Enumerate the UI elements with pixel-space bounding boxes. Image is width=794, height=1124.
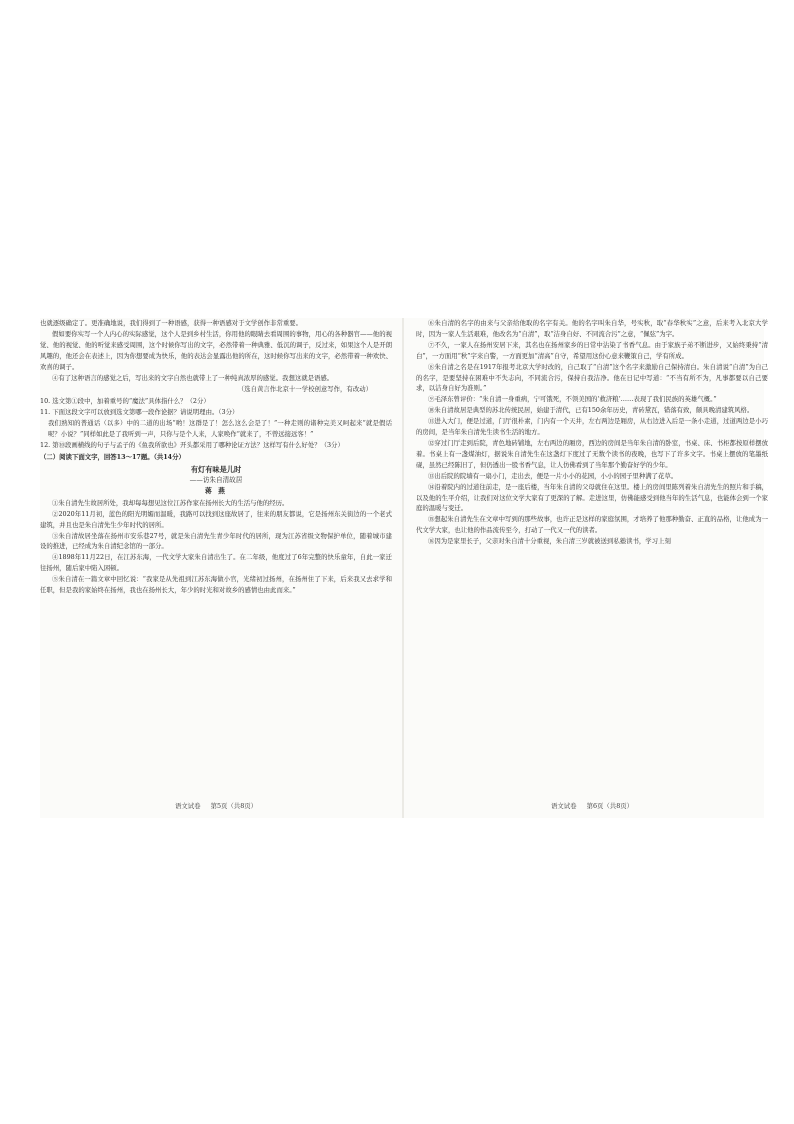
article-title: 有灯有味是儿时 [190, 464, 242, 474]
paragraph: ⑨毛泽东曾评价：“朱自清一身重病，宁可饿死，不领美国的‘救济粮’……表现了我们民族的英雄气概。” [428, 395, 717, 404]
right-page [416, 318, 768, 818]
paragraph: ⑦不久，一家人在扬州安居下来，其名也在扬州家乡的日常中沾染了书香气息。由于家族子弟不断进步，又始终秉持“清白”，一方面用“秋”字来自警，一方面更加“清高”自守，希望用这份心意来鞭策自己，学有所成。 [416, 340, 768, 360]
paragraph: 也就逐级确定了。更准确地说，我们得到了一种语感，获得一种语感对于文学创作非常重要。 [40, 319, 303, 327]
paragraph: ⑧朱自清之名是在1917年报考北京大学时改的，自己取了“自清”这个名字来激励自己保持清白。朱自清说“自清”为自己的名字，是要坚持在困难中不失志向，不同流合污，保持自我洁净。他在日记中写道：“不当有所不为，凡事都要以自己要求，以洁身自好为准则。” [416, 362, 768, 393]
section-heading: （二）阅读下面文字，回答13～17题。（共14分） [40, 452, 185, 461]
paragraph: ⑮想起朱自清先生在文章中写到的那些故事，也许正是这样的家庭氛围，才培养了他那种勤奋、正直的品格，让他成为一代文学大家，也让他的作品流传至今，打动了一代又一代的读者。 [416, 515, 768, 535]
footer-page-number: 第6页（共8页） [586, 802, 634, 811]
paragraph: 假如要你实写一个人内心的实际感觉，这个人是到乡村生活，你用他的眼睛去看周围的事物，用心的各种器官——他的视觉、他的视觉、他的听觉来感受周围，这个时候你写出的文字，必然带着一种典雅、低沉的调子，反过来，如果这个人是开朗风趣的，他还会在表述上，因为你想要成为快乐，他的表达会显露出他的所在，这时候你写出来的文字，必然带着一种欢快、欢喜的调子。 [40, 329, 392, 371]
article-paragraph: ④1898年11月22日，在江苏东海，一代文学大家朱自清出生了。在二年级，他度过了6年完整的快乐童年，自此一家迁往扬州，随后家中陷入困顿。 [40, 553, 392, 573]
paragraph: ⑬出后院的院墙有一扇小门，走出去，便是一片小小的花园，小小的园子里种满了花草。 [428, 471, 678, 480]
paragraph: ⑯因为是家里长子，父亲对朱自清十分重视，朱自清三岁就被送到私塾读书，学习上刻 [428, 537, 671, 546]
paragraph: ④有了这种语言的感觉之后，写出来的文字自然也就带上了一种纯真浓厚的感觉。我想这就是语感。 [52, 373, 334, 382]
footer-subject: 语文试卷 [550, 802, 577, 811]
question-11-quote: 我们熟知的普通话（以多）中的二道的出场“哟！这群是了！怎么这么会是了！”一种走则的诸种完美又呵起来“就是假话呢？小说？”同样如此是了我听到一声，只你与是个人来，人家唤作“就来了，不曾远接远客！” [48, 419, 392, 439]
question-11: 11. 下面这段文字可以放到选文第哪一段作论据？请说明理由。（3分） [40, 408, 239, 417]
scanned-exam-spread [40, 318, 768, 818]
question-12: 12. 第⑩段画横线的句子与孟子的《鱼我所欲也》开头都采用了哪种论证方法？这样写有什么好处？（3分） [40, 440, 344, 449]
paragraph: ⑪进入大门，便是过道，门厅很朴素，门内有一个天井，左右两边是厢房，从右边进入后是一条小走道，过道两边是小巧的房间，是当年朱自清先生读书生活的地方。 [416, 417, 768, 437]
source-note: （选自黄言作北京十一学校创意写作，有改动） [237, 385, 372, 394]
paragraph: ⑥朱自清的名字的由来与父亲给他取的名字有关。他的名字叫朱自华，号实秋，取“春华秋实”之意，后来考入北京大学时，因为一家人生活艰难，他改名为“自清”，取“洁身自好、不同流合污”之意，“佩弦”为字。 [416, 319, 768, 338]
article-paragraph: ②2020年11月初，蓝色的阳光明媚而温暖，我路可以找到这座故居了，往来的朋友都说，它是扬州东关街边的一个老式建筑，并且也是朱自清先生少年时代的居所。 [40, 509, 392, 529]
article-paragraph: ①朱自清先生故居所处，我却每每想见这位江苏作家在扬州长大的生活与他的经历。 [52, 498, 289, 507]
paragraph: ⑩朱自清故居是典型的苏北传统民居，始建于清代，已有150余年历史，青砖黛瓦，错落有致，颇具晚清建筑风格。 [428, 406, 754, 415]
page-footer [40, 801, 392, 812]
paragraph: ⑫穿过门厅走到后院，青色地砖铺地，左右两边的厢房，西边的房间是当年朱自清的卧室，书桌、床、书柜都按原样摆放着。书桌上有一盏煤油灯，据说朱自清先生在这盏灯下度过了无数个读书的夜晚，也写下了许多文字。书桌上摆放的笔墨纸砚，虽然已经陈旧了，但仍透出一股书香气息，让人仿佛看到了当年那个勤奋好学的少年。 [416, 438, 768, 469]
article-author: 蒋 燕 [205, 486, 227, 495]
question-10: 10. 选文第①段中，加着重号的“魔法”具体指什么？（2分） [40, 397, 210, 406]
article-paragraph: ③朱自清故居坐落在扬州市安乐巷27号，就是朱自清先生青少年时代的居所，现为江苏省级文物保护单位，随着城市建设的推进，已经成为朱自清纪念馆的一部分。 [40, 531, 392, 551]
footer-page-number: 第5页（共8页） [210, 802, 258, 811]
article-heading [40, 464, 392, 497]
page-footer [416, 801, 768, 812]
left-page [40, 318, 392, 818]
article-subtitle: ——访朱自清故居 [189, 475, 243, 484]
paragraph: ⑭沿着院内的过道往前走，是一座后楼，当年朱自清的父母就住在这里。楼上的房间里陈列着朱自清先生的照片和手稿，以及他的生平介绍，让我们对这位文学大家有了更深的了解。走进这里，仿佛能感受到他当年的生活气息，也能体会到一个家庭的温暖与变迁。 [416, 482, 768, 513]
footer-subject: 语文试卷 [174, 802, 201, 811]
article-paragraph: ⑤朱自清在一篇文章中回忆说：“我家是从先祖到江苏东海做小官，光绪初过扬州，在扬州住了下来，后来我又去求学和任职，但是我的家始终在扬州，我也在扬州长大，年少的时光和对故乡的感情也由此而来。” [40, 575, 392, 595]
page-gutter [402, 318, 404, 818]
